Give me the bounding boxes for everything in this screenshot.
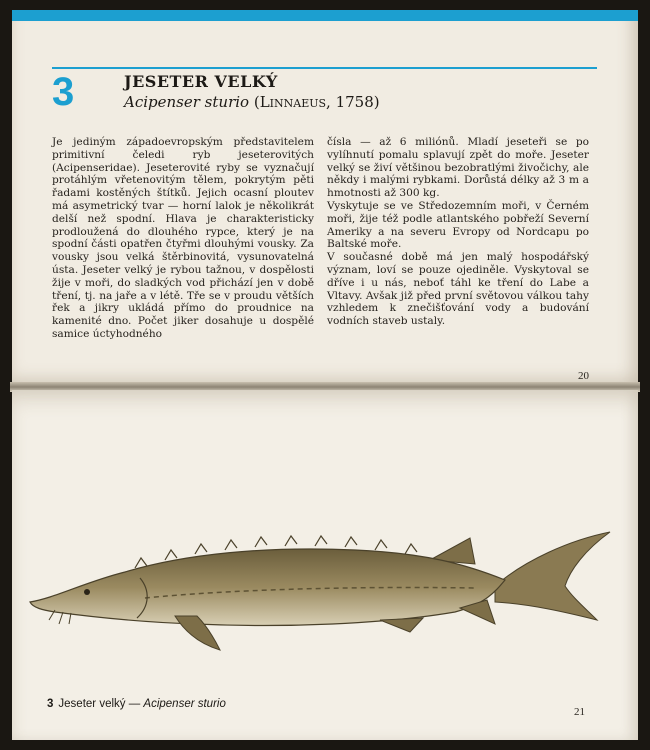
author-citation: (Linnaeus, 1758) [253, 93, 380, 111]
page-number-top: 20 [578, 370, 589, 382]
text-column-left [52, 136, 314, 341]
caption-number: 3 [47, 698, 54, 710]
paragraph-distribution: Vyskytuje se ve Středozemním moři, v Černém moři, žije též podle atlantského pobřeží Severní Ameriky a na severu Evropy od Nordcapu po Baltské moře. [327, 199, 589, 251]
paragraph-description: Je jediným západoevropským představitelem primitivní čeledi ryb jeseterovitých (Acipenseridae). Jeseterovité ryby se vyznačují protáhlým vřetenovitým tělem, pokrytým pěti řadami kostěných štítků. Jejich ocasní ploutev má asymetrický tvar — horní lalok je několikrát delší než spodní. Hlava je charakteristicky prodloužená do dlouhého rypce, který je na spodní části opatřen čtyřmi dlouhými vousky. Za vousky jsou velká štěrbinovitá, vysunovatelná ústa. Jeseter velký je rybou tažnou, v dospělosti žije v moři, do sladkých vod přichází jen v době tření, tj. na jaře a v létě. Tře se v proudu větších řek a jikry ukládá přímo do proudnice na kamenité dno. Počet jiker dosahuje u dospělé samice úctyhodného [52, 136, 314, 340]
latin-name-line [124, 93, 380, 111]
figure-caption [47, 698, 226, 710]
paragraph-status: V současné době má jen malý hospodářský význam, loví se pouze ojediněle. Vyskytoval se dříve i u nás, neboť táhl ke tření do Labe a Vltavy. Avšak již před první světovou válkou tahy vzhledem k znečišťování vody a budování vodních staveb ustaly. [327, 251, 589, 328]
caption-text: Jeseter velký — [58, 698, 144, 710]
paragraph-biology: čísla — až 6 miliónů. Mladí jeseteři se po vylíhnutí pomalu splavují zpět do moře. Jeseter velký se živí většinou bezobratlými živočichy, ale někdy i malými rybkami. Dorůstá délky až 3 m a hmotnosti až 300 kg. [327, 136, 589, 200]
sturgeon-illustration [25, 520, 615, 660]
page-number-bottom: 21 [574, 706, 585, 718]
text-column-right [327, 136, 589, 328]
section-rule [52, 67, 597, 69]
species-title: JESETER VELKÝ [124, 72, 278, 91]
top-color-band [12, 10, 638, 21]
caption-latin: Acipenser sturio [143, 698, 226, 710]
latin-name: Acipenser sturio [124, 93, 250, 111]
species-number: 3 [52, 70, 75, 114]
